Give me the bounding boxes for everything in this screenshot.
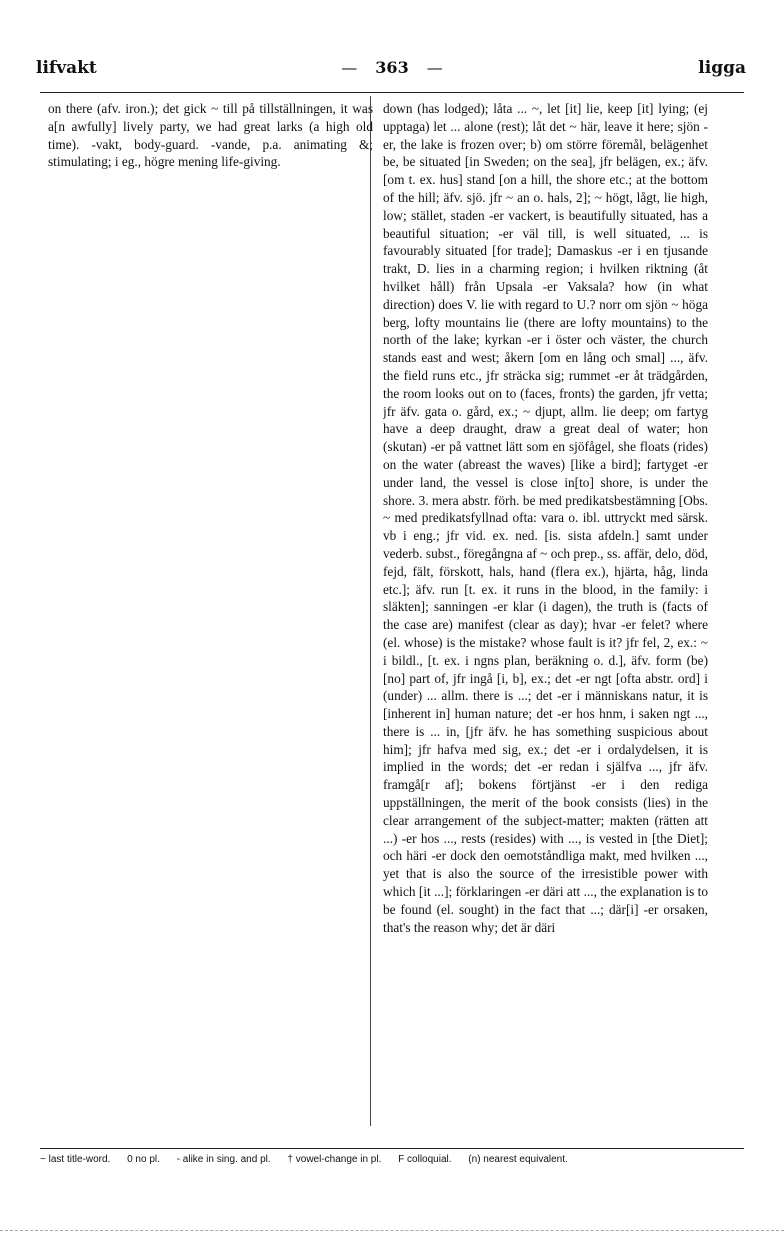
left-column-text: on there (afv. iron.); det gick ~ till på tillställningen, it was a[n awfully] lively party, we had great larks (a high old time). -vakt, body-guard. -vande, p.a. animating &; stimulating; i eg., högre mening life-giving. xyxy=(48,101,373,170)
abbreviation-legend xyxy=(40,1154,744,1165)
legend-item: † vowel-change in pl. xyxy=(287,1154,382,1165)
legend-item: F colloquial. xyxy=(398,1154,452,1165)
right-column-text: down (has lodged); låta ... ~, let [it] lie, keep [it] lying; (ej upptaga) let ... alone (rest); låt det ~ här, leave it here; sjön -er, the lake is frozen over; b) om större föremål, belägenhet be, be situated [in Sweden; on the sea], jfr belägen, ex.; äfv. [om t. ex. hus] stand [on a hill, the shore etc.; at the bottom of the hill; äfv. sjö. jfr ~ an o. hals, 2]; ~ högt, lågt, lie high, low; stället, staden -er vackert, is beautifully situated, has a beautiful situation; -er väl till, is well situated, ... is favourably situated [for trade]; Damaskus -er i en tjusande trakt, D. lies in a charming region; i hvilken riktning (åt hvilket håll) från Upsala -er Vaksala? how (in what direction) does V. lie with regard to U.? norr om sjön ~ höga berg, lofty mountains lie (there are lofty mountains) to the north of the lake; kyrkan -er i öster och väster, the church stands east and west; åkern [om en lång och smal] ..., äfv. the field runs etc., jfr sträcka sig; rummet -er åt trädgården, the room looks out on to (faces, fronts) the garden, jfr vetta; jfr äfv. gata o. gård, ex.; ~ djupt, allm. lie deep; om fartyg have a deep draught, draw a great deal of water; hon (skutan) -er på vattnet lätt som en sjöfågel, she floats (rides) on the water (abreast the waves) [like a bird]; fartyget -er under land, the vessel is close in[to] shore, is under the shore. 3. mera abstr. förh. be med predikatsbestämning [Obs. ~ med predikatsfyllnad ofta: vara o. ibl. uttryckt med särsk. vb i eng.; jfr vid. ex. ned. [is. sista afdeln.] samt under vederb. subst., föregångna af ~ och prep., ss. affär, delo, död, fejd, fält, förskott, hals, hand (flera ex.), hjärta, håg, linda etc.]; äfv. run [t. ex. it runs in the blood, in the family: i släkten]; sanningen -er klar (i dagen), the truth is (facts of the case are) manifest (clear as day); hvar -er felet? where (el. whose) is the mistake? whose fault is it? jfr fel, 2, ex.: ~ i bildl., [t. ex. i ngns plan, beräkning o. d.], äfv. form (be) [no] part of, jfr ingå [i, b], ex.; det -er ngt [ofta abstr. ord] i (under) ... allm. there is ...; det -er i människans natur, it is [inherent in] human nature; det -er hos hnm, i saken ngt ..., there is ... in, [jfr äfv. he has something suspicious about him]; jfr hafva med sig, ex.; det -er i ordalydelsen, it is implied in the words; det -er redan i själfva ..., jfr äfv. framgå[r af]; bokens förtjänst -er i den rediga uppställningen, the merit of the book consists (lies) in the clear arrangement of the subject-matter; makten (rätten att ...) -er hos ..., rests (resides) with ..., is vested in [the Diet]; och häri -er dock den oemotståndliga makt, med hvilken ..., yet that is also the source of the irresistible power with which [it ...]; förklaringen -er däri att ..., the explanation is to be found (el. sought) in the fact that ...; där[i] -er orsaken, that's the reason why; det är däri xyxy=(383,101,708,935)
header-rule xyxy=(40,92,744,93)
legend-item: (n) nearest equivalent. xyxy=(468,1154,568,1165)
page-number: — 363 — xyxy=(341,58,443,77)
legend-item: ~ last title-word. xyxy=(40,1154,111,1165)
running-head-right: ligga xyxy=(698,58,746,78)
page-number-value: 363 xyxy=(375,58,409,77)
column-divider xyxy=(370,96,371,1126)
legend-item: 0 no pl. xyxy=(127,1154,160,1165)
page-edge-line xyxy=(0,1230,784,1231)
legend-item: - alike in sing. and pl. xyxy=(176,1154,271,1165)
left-column xyxy=(48,100,373,1130)
running-head-left: lifvakt xyxy=(36,58,97,78)
page-header xyxy=(0,58,784,88)
right-column xyxy=(383,100,708,1130)
footer-rule xyxy=(40,1148,744,1149)
